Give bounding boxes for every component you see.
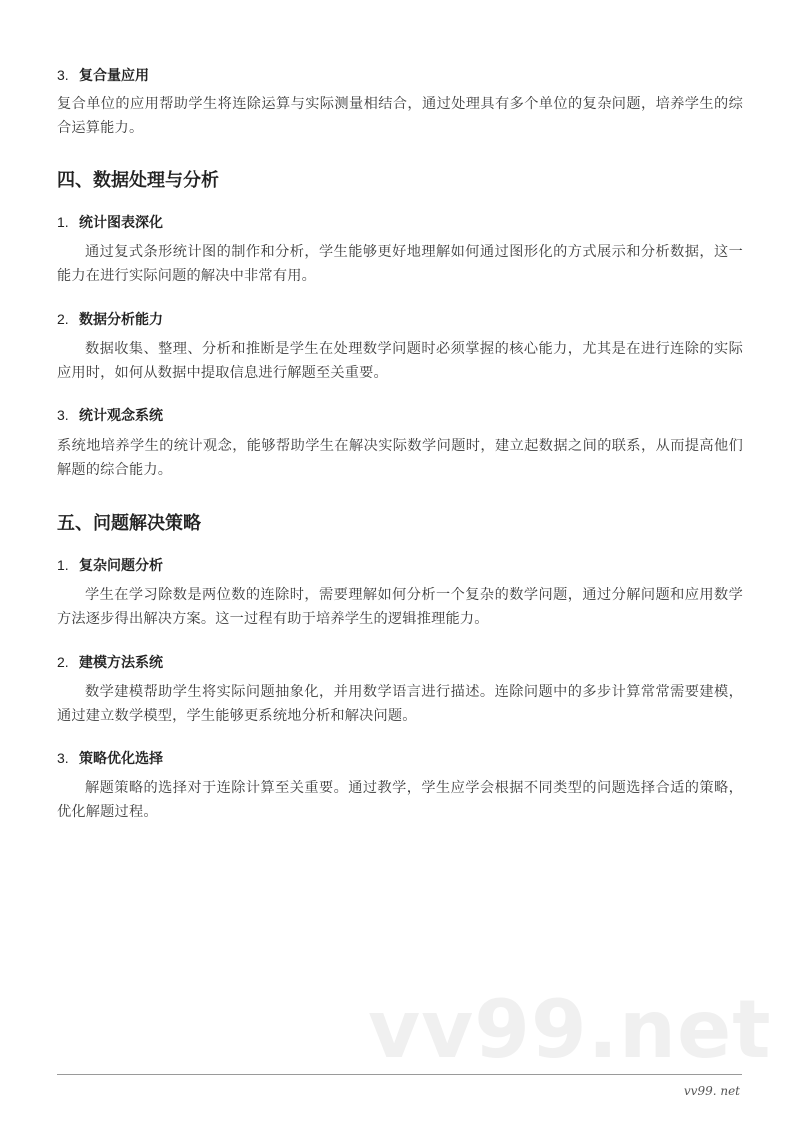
- subheading-title: 复合量应用: [79, 68, 149, 84]
- subheading-number: 1.: [57, 557, 69, 573]
- subheading-number: 2.: [57, 654, 69, 670]
- subheading-number: 3.: [57, 750, 69, 766]
- paragraph: 解题策略的选择对于连除计算至关重要。通过教学，学生应学会根据不同类型的问题选择合适的策略，优化解题过程。: [57, 780, 743, 820]
- paragraph: 系统地培养学生的统计观念，能够帮助学生在解决实际数学问题时，建立起数据之间的联系，从而提高他们解题的综合能力。: [57, 438, 743, 478]
- subheading-number: 3.: [57, 67, 69, 83]
- subheading-title: 统计图表深化: [79, 215, 163, 231]
- footer-site-label: vv99. net: [683, 1084, 740, 1098]
- subheading-number: 1.: [57, 214, 69, 230]
- subheading-strategy: [57, 749, 163, 768]
- footer-divider: [57, 1074, 742, 1075]
- section-heading-data-processing: 四、数据处理与分析: [57, 170, 219, 191]
- subheading-compound-quantity: [57, 66, 149, 85]
- paragraph: 学生在学习除数是两位数的连除时，需要理解如何分析一个复杂的数学问题，通过分解问题和应用数学方法逐步得出解决方案。这一过程有助于培养学生的逻辑推理能力。: [57, 587, 743, 627]
- subheading-title: 数据分析能力: [79, 312, 163, 328]
- subheading-number: 2.: [57, 311, 69, 327]
- subheading-data-analysis: [57, 310, 163, 329]
- subheading-title: 策略优化选择: [79, 751, 163, 767]
- subheading-modeling: [57, 653, 163, 672]
- paragraph: 复合单位的应用帮助学生将连除运算与实际测量相结合，通过处理具有多个单位的复杂问题，培养学生的综合运算能力。: [57, 96, 743, 136]
- subheading-number: 3.: [57, 407, 69, 423]
- watermark: vv99.net: [368, 983, 772, 1076]
- subheading-statistical-concept: [57, 406, 163, 425]
- paragraph: 数据收集、整理、分析和推断是学生在处理数学问题时必须掌握的核心能力，尤其是在进行连除的实际应用时，如何从数据中提取信息进行解题至关重要。: [57, 341, 743, 381]
- subheading-chart-deepening: [57, 213, 163, 232]
- section-heading-problem-solving: 五、问题解决策略: [57, 513, 201, 534]
- subheading-title: 复杂问题分析: [79, 558, 163, 574]
- paragraph: 通过复式条形统计图的制作和分析，学生能够更好地理解如何通过图形化的方式展示和分析数据，这一能力在进行实际问题的解决中非常有用。: [57, 244, 743, 284]
- subheading-complex-problem: [57, 556, 163, 575]
- paragraph: 数学建模帮助学生将实际问题抽象化，并用数学语言进行描述。连除问题中的多步计算常常需要建模，通过建立数学模型，学生能够更系统地分析和解决问题。: [57, 684, 743, 724]
- subheading-title: 统计观念系统: [79, 408, 163, 424]
- subheading-title: 建模方法系统: [79, 655, 163, 671]
